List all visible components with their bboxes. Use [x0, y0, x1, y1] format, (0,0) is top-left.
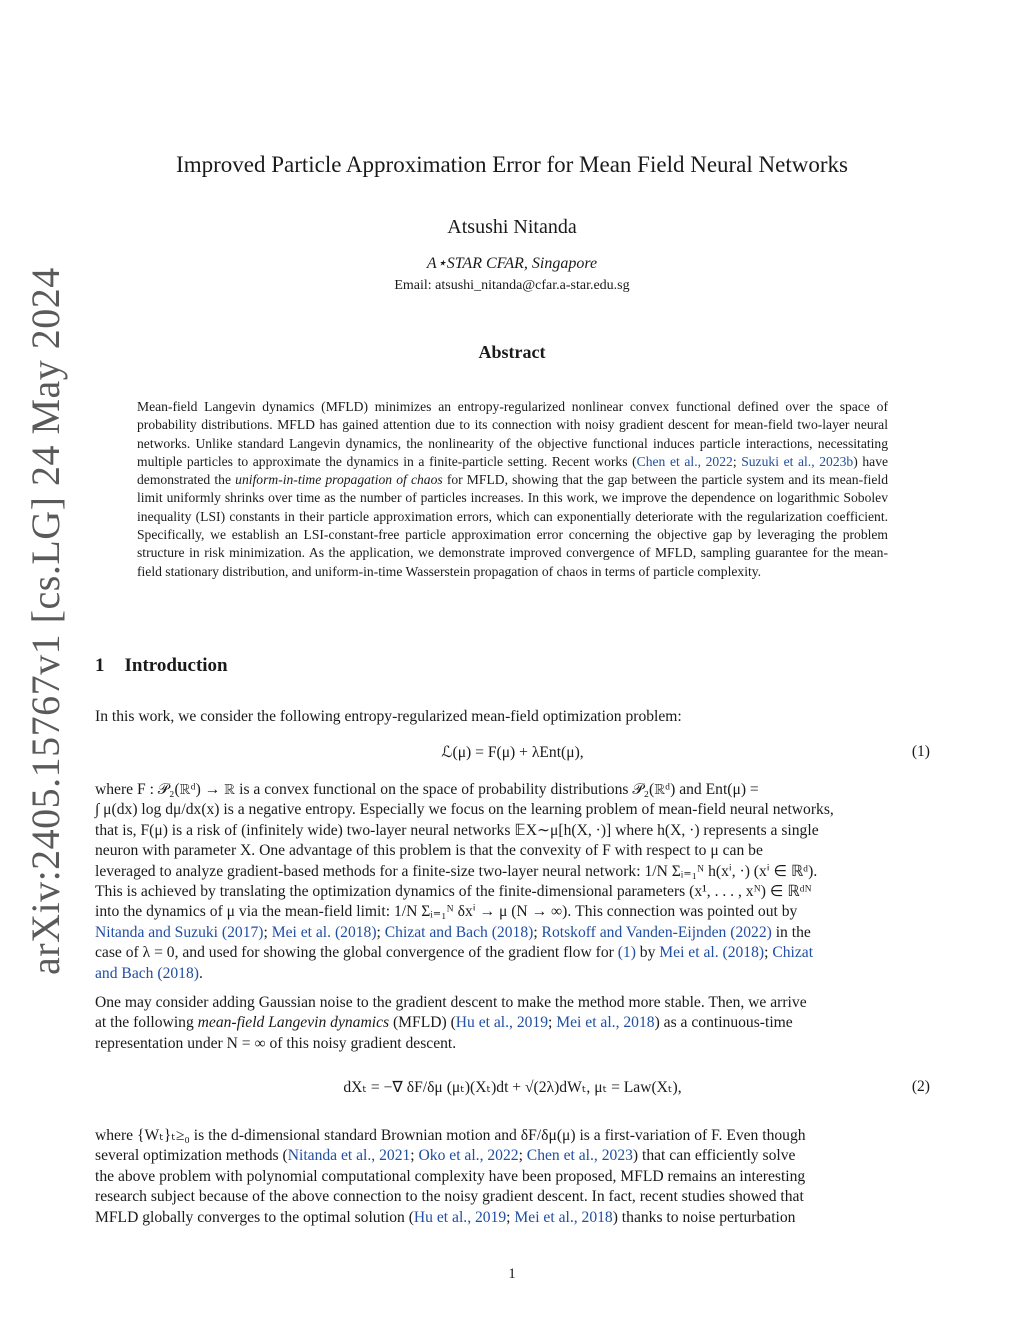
paper-title: Improved Particle Approximation Error for Mean Field Neural Networks [176, 152, 848, 177]
citation-link[interactable]: Mei et al. (2018) [271, 923, 377, 941]
citation-link[interactable]: Rotskoff and Vanden-Eijnden (2022) [541, 923, 772, 941]
intro-paragraph-2: where F : 𝒫₂(ℝᵈ) → ℝ is a convex functional on the space of probability distributions 𝒫₂(ℝᵈ) and Ent(μ) = ∫ μ(dx) log dμ/dx(x) is a negative entropy. Especially we focus on the learning problem of mean-field neural networks, that is, F(μ) is a risk of (infinitely wide) two-layer neural networks 𝔼X∼μ[h(X, ·)] where h(X, ·) represents a single neuron with parameter X. One advantage of this problem is that the convexity of F with respect to μ can be leveraged to analyze gradient-based methods for a finite-size two-layer neural network: 1/N Σᵢ₌₁ᴺ h(xⁱ, ·) (xⁱ ∈ ℝᵈ). This is achieved by translating the optimization dynamics of the finite-dimensional parameters (x¹, . . . , xᴺ) ∈ ℝᵈᴺ into the dynamics of μ via the mean-field limit: 1/N Σᵢ₌₁ᴺ δxⁱ → μ (N → ∞). This connection was pointed out by Nitanda and Suzuki (2017); Mei et al. (2018); Chizat and Bach (2018); Rotskoff and Vanden-Eijnden (2022) in the case of λ = 0, and used for showing the global convergence of the gradient flow for (1) by Mei et al. (2018); Chizat and Bach (2018). [95, 781, 834, 982]
citation-link[interactable]: Hu et al., 2019 [455, 1014, 549, 1032]
section-heading: 1 Introduction [95, 655, 228, 676]
intro-paragraph-1: In this work, we consider the following entropy-regularized mean-field optimization problem: [95, 708, 682, 725]
citation-link[interactable]: Chizat [772, 944, 814, 962]
citation-link[interactable]: Mei et al., 2018 [514, 1208, 613, 1226]
citation-link[interactable]: Chen et al., 2023 [526, 1147, 633, 1165]
author-email: Email: atsushi_nitanda@cfar.a-star.edu.sg [394, 278, 630, 293]
intro-paragraph-3: One may consider adding Gaussian noise to the gradient descent to make the method more stable. Then, we arrive at the following mean-field Langevin dynamics (MFLD) (Hu et al., 2019; Mei et al., 2018) as a continuous-time representation under N = ∞ of this noisy gradient descent. [95, 994, 807, 1052]
affiliation: A⋆STAR CFAR, Singapore [426, 255, 598, 272]
abstract-text: Mean-field Langevin dynamics (MFLD) minimizes an entropy-regularized nonlinear convex functional defined over the space of probability distributions. MFLD has gained attention due to its connection with noisy gradient descent for mean-field two-layer neural networks. Unlike standard Langevin dynamics, the nonlinearity of the objective functional induces particle interactions, necessitating multiple particles to approximate the dynamics in a finite-particle setting. Recent works (Chen et al., 2022; Suzuki et al., 2023b) have demonstrated the uniform-in-time propagation of chaos for MFLD, showing that the gap between the particle system and its mean-field limit uniformly shrinks over time as the number of particles increases. In this work, we improve the dependence on logarithmic Sobolev inequality (LSI) constants in their particle approximation errors, which can exponentially deteriorate with the regularization coefficient. Specifically, we establish an LSI-constant-free particle approximation error concerning the objective gap by leveraging the problem structure in risk minimization. As the application, we demonstrate improved convergence of MFLD, sampling guarantee for the mean-field stationary distribution, and uniform-in-time Wasserstein propagation of chaos in terms of particle complexity. [137, 399, 889, 579]
citation-link[interactable]: and Bach (2018) [95, 964, 199, 982]
citation-link[interactable]: Nitanda et al., 2021 [287, 1147, 411, 1165]
citation-link[interactable]: Mei et al. (2018) [659, 944, 765, 962]
equation-2: dXₜ = −∇ δF/δμ (μₜ)(Xₜ)dt + √(2λ)dWₜ, μₜ = Law(Xₜ), (2) [343, 1078, 930, 1096]
abstract-heading: Abstract [478, 342, 546, 362]
citation-link[interactable]: Suzuki et al., 2023b [741, 453, 854, 469]
arxiv-identifier: arXiv:2405.15767v1 [cs.LG] 24 May 2024 [23, 267, 68, 975]
citation-link[interactable]: Mei et al., 2018 [556, 1014, 655, 1032]
equation-1: ℒ(μ) = F(μ) + λEnt(μ), (1) [441, 743, 930, 761]
page-number: 1 [508, 1266, 516, 1282]
citation-link[interactable]: Oko et al., 2022 [418, 1147, 519, 1165]
equation-number: (1) [911, 743, 930, 760]
citation-link[interactable]: Hu et al., 2019 [413, 1208, 507, 1226]
intro-paragraph-4: where {Wₜ}ₜ≥₀ is the d-dimensional standard Brownian motion and δF/δμ(μ) is a first-variation of F. Even though several optimization methods (Nitanda et al., 2021; Oko et al., 2022; Chen et al., 2023) that can efficiently solve the above problem with polynomial computational complexity have been proposed, MFLD remains an interesting research subject because of the above connection to the noisy gradient descent. In fact, recent studies showed that MFLD globally converges to the optimal solution (Hu et al., 2019; Mei et al., 2018) thanks to noise perturbation [95, 1127, 806, 1226]
citation-link[interactable]: Nitanda and Suzuki (2017) [95, 923, 264, 941]
equation-number: (2) [911, 1078, 930, 1095]
citation-link[interactable]: Chen et al., 2022 [636, 453, 733, 469]
citation-link[interactable]: Chizat and Bach (2018) [384, 923, 534, 941]
author-name: Atsushi Nitanda [447, 216, 577, 238]
equation-reference-link[interactable]: (1) [617, 944, 636, 962]
